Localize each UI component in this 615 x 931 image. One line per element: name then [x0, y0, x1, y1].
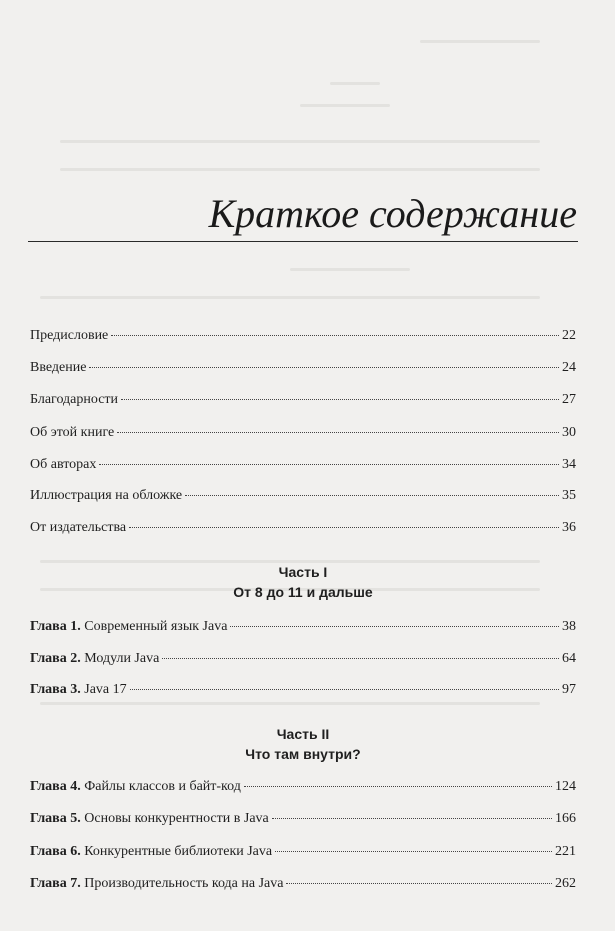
- part-title: От 8 до 11 и дальше: [233, 584, 373, 600]
- part-title: Что там внутри?: [245, 746, 361, 762]
- toc-entry[interactable]: [30, 390, 576, 410]
- dot-leader: [244, 786, 552, 787]
- chapter-prefix: Глава 7.: [30, 876, 81, 891]
- toc-page-number: 35: [562, 488, 576, 503]
- toc-page-number: 262: [555, 876, 576, 891]
- toc-chapter-entry[interactable]: [30, 809, 576, 829]
- toc-entry-label: Благодарности: [30, 392, 119, 407]
- toc-chapter-entry[interactable]: [30, 842, 576, 862]
- toc-page-number: 36: [562, 520, 576, 535]
- toc-page-number: 38: [562, 619, 576, 634]
- page-title: Краткое содержание: [208, 191, 577, 236]
- toc-entry-label: От издательства: [30, 520, 127, 535]
- dot-leader: [185, 495, 559, 496]
- toc-entry[interactable]: [30, 423, 576, 443]
- chapter-title: Java 17: [84, 682, 127, 697]
- toc-entry-label: Об авторах: [30, 457, 97, 472]
- toc-chapter-entry[interactable]: [30, 680, 576, 700]
- chapter-title: Производительность кода на Java: [84, 876, 284, 891]
- toc-page-number: 221: [555, 844, 576, 859]
- toc-page-number: 27: [562, 392, 576, 407]
- toc-entry[interactable]: [30, 358, 576, 378]
- title-underline: [28, 241, 578, 242]
- dot-leader: [272, 818, 552, 819]
- chapter-prefix: Глава 1.: [30, 619, 81, 634]
- toc-page-number: 64: [562, 651, 576, 666]
- toc-page-number: 34: [562, 457, 576, 472]
- chapter-prefix: Глава 5.: [30, 811, 81, 826]
- toc-page-number: 30: [562, 425, 576, 440]
- part-label: Часть I: [278, 564, 328, 580]
- toc-entry[interactable]: [30, 486, 576, 506]
- toc-chapter-entry[interactable]: [30, 874, 576, 894]
- toc-page-number: 22: [562, 328, 576, 343]
- dot-leader: [129, 527, 559, 528]
- dot-leader: [111, 335, 559, 336]
- dot-leader: [130, 689, 559, 690]
- dot-leader: [230, 626, 559, 627]
- toc-entry-label: Об этой книге: [30, 425, 115, 440]
- toc-entry-label: Иллюстрация на обложке: [30, 488, 183, 503]
- toc-entry[interactable]: [30, 518, 576, 538]
- toc-chapter-entry[interactable]: [30, 649, 576, 669]
- chapter-title: Современный язык Java: [84, 619, 228, 634]
- dot-leader: [117, 432, 559, 433]
- dot-leader: [286, 883, 552, 884]
- chapter-title: Основы конкурентности в Java: [84, 811, 269, 826]
- toc-page-number: 24: [562, 360, 576, 375]
- chapter-prefix: Глава 2.: [30, 651, 81, 666]
- toc-page-number: 124: [555, 779, 576, 794]
- dot-leader: [89, 367, 559, 368]
- chapter-prefix: Глава 4.: [30, 779, 81, 794]
- part-label: Часть II: [276, 726, 330, 742]
- dot-leader: [162, 658, 559, 659]
- chapter-title: Конкурентные библиотеки Java: [84, 844, 273, 859]
- chapter-prefix: Глава 3.: [30, 682, 81, 697]
- dot-leader: [275, 851, 552, 852]
- toc-entry-label: Введение: [30, 360, 87, 375]
- dot-leader: [99, 464, 559, 465]
- toc-entry-label: Предисловие: [30, 328, 109, 343]
- chapter-title: Файлы классов и байт-код: [84, 779, 241, 794]
- toc-page-number: 166: [555, 811, 576, 826]
- toc-chapter-entry[interactable]: [30, 777, 576, 797]
- toc-chapter-entry[interactable]: [30, 617, 576, 637]
- toc-entry[interactable]: [30, 326, 576, 346]
- chapter-title: Модули Java: [84, 651, 160, 666]
- chapter-prefix: Глава 6.: [30, 844, 81, 859]
- toc-page-number: 97: [562, 682, 576, 697]
- dot-leader: [121, 399, 559, 400]
- toc-entry[interactable]: [30, 455, 576, 475]
